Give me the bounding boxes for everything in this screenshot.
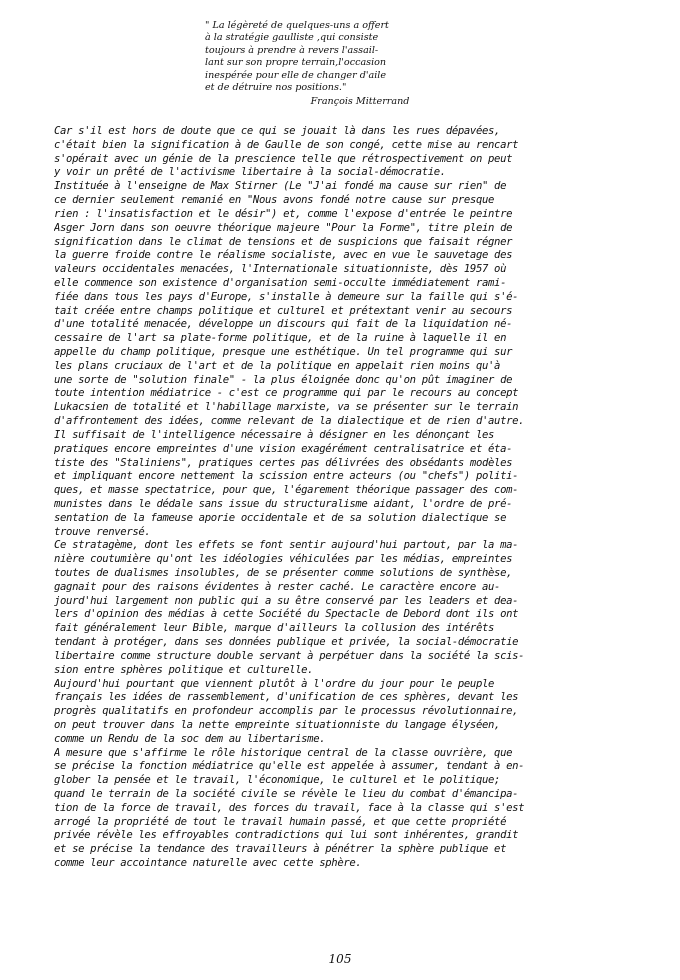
text-line: glober la pensée et le travail, l'économique, le culturel et le politique; [54, 774, 501, 787]
text-line: Asger Jorn dans son oeuvre théorique majeure "Pour la Forme", titre plein de [54, 221, 513, 234]
text-line: jourd'hui largement non public qui a su être conservé par les leaders et dea- [54, 594, 519, 607]
text-line: Il suffisait de l'intelligence nécessaire à désigner en les dénonçant les [54, 428, 495, 441]
text-line: munistes dans le dédale sans issue du structuralisme aidant, l'ordre de pré- [54, 497, 513, 510]
text-line: toute intention médiatrice - c'est ce programme qui par le recours au concept [54, 387, 519, 400]
text-line: s'opérait avec un génie de la prescience telle que rétrospectivement on peut [54, 152, 513, 165]
text-line: A mesure que s'affirme le rôle historique central de la classe ouvrière, que [54, 746, 513, 759]
epigraph-line: " La légèreté de quelques-uns a offert [205, 20, 389, 31]
text-line: appelle du champ politique, presque une esthétique. Un tel programme qui sur [54, 346, 513, 358]
epigraph-quote [205, 20, 475, 109]
text-line: tion de la force de travail, des forces du travail, face à la classe qui s'est [54, 801, 525, 814]
body-text [54, 125, 644, 871]
epigraph-line: lant sur son propre terrain,l'occasion [205, 57, 387, 69]
text-line: Ce stratagème, dont les effets se font sentir aujourd'hui partout, par la ma- [54, 539, 519, 552]
text-line: trouve renversé. [54, 525, 151, 538]
text-line: Instituée à l'enseigne de Max Stirner (Le "J'ai fondé ma cause sur rien" de [54, 180, 507, 193]
text-line: rien : l'insatisfaction et le désir") et, comme l'expose d'entrée le peintre [54, 207, 513, 220]
text-line: y voir un prêté de l'activisme libertaire à la social-démocratie. [54, 166, 446, 179]
text-line: quand le terrain de la société civile se révèle le lieu du combat d'émancipa- [54, 788, 519, 800]
text-line: français les idées de rassemblement, d'unification de ces sphères, devant les [54, 691, 519, 704]
text-line: lers d'opinion des médias à cette Société du Spectacle de Debord dont ils ont [54, 608, 519, 621]
epigraph-line: toujours à prendre à revers l'assail- [205, 44, 379, 56]
text-line: la guerre froide contre le réalisme socialiste, avec en vue le sauvetage des [54, 249, 513, 262]
text-line: gagnait pour des raisons évidentes à rester caché. Le caractère encore au- [54, 580, 501, 593]
text-line: fait généralement leur Bible, marque d'ailleurs la collusion des intérêts [54, 622, 495, 635]
text-line: ce dernier seulement remanié en "Nous avons fondé notre cause sur presque [54, 194, 495, 207]
text-line: libertaire comme structure double servant à perpétuer dans la société la scis- [54, 649, 525, 662]
text-line: tendant à protéger, dans ses données publique et privée, la social-démocratie [54, 636, 519, 649]
text-line: comme leur accointance naturelle avec cette sphère. [54, 857, 362, 870]
text-line: nière coutumière qu'ont les idéologies véhiculées par les médias, empreintes [54, 553, 513, 566]
text-line: sion entre sphères politique et culturelle. [54, 663, 314, 676]
text-line: tiste des "Staliniens", pratiques certes pas délivrées des obsédants modèles [54, 456, 513, 469]
epigraph-author: François Mitterrand [310, 96, 410, 108]
text-line: tait créée entre champs politique et culturel et prétextant venir au secours [54, 304, 513, 317]
epigraph-line: inespérée pour elle de changer d'aile [205, 69, 387, 81]
text-line: comme un Rendu de la soc dem au libertarisme. [54, 732, 326, 745]
text-line: toutes de dualismes insolubles, de se présenter comme solutions de synthèse, [54, 567, 513, 579]
text-line: et se précise la tendance des travailleurs à pénétrer la sphère publique et [54, 843, 507, 856]
text-line: d'une totalité menacée, développe un discours qui fait de la liquidation né- [54, 318, 513, 331]
text-line: privée révèle les effroyables contradictions qui lui sont inhérentes, grandit [54, 829, 519, 842]
text-line: valeurs occidentales menacées, l'Internationale situationniste, dès 1957 où [54, 263, 507, 276]
text-line: on peut trouver dans la nette empreinte situationniste du langage élyséen, [54, 718, 501, 731]
text-line: Car s'il est hors de doute que ce qui se jouait là dans les rues dépavées, [54, 125, 501, 137]
page-number: 105 [328, 952, 352, 966]
text-line: une sorte de "solution finale" - la plus éloignée donc qu'on pût imaginer de [54, 373, 513, 386]
text-line: d'affrontement des idées, comme relevant de la dialectique et de rien d'autre. [54, 415, 525, 428]
text-line: cessaire de l'art sa plate-forme politique, et de la ruine à laquelle il en [54, 332, 507, 345]
text-line: pratiques encore empreintes d'une vision exagérément centralisatrice et éta- [54, 442, 513, 455]
text-line: et impliquant encore nettement la scission entre acteurs (ou "chefs") politi- [54, 470, 519, 483]
text-line: Lukacsien de totalité et l'habillage marxiste, va se présenter sur le terrain [54, 401, 519, 414]
text-line: fiée dans tous les pays d'Europe, s'installe à demeure sur la faille qui s'é- [54, 290, 519, 303]
text-line: c'était bien la signification à de Gaulle de son congé, cette mise au rencart [54, 138, 519, 151]
text-line: les plans cruciaux de l'art et de la politique en appelait rien moins qu'à [54, 359, 501, 372]
text-line: se précise la fonction médiatrice qu'elle est appelée à assumer, tendant à en- [54, 760, 525, 773]
epigraph-line: à la stratégie gaulliste ,qui consiste [205, 32, 379, 44]
text-line: signification dans le climat de tensions et de suspicions que faisait régner [54, 235, 513, 248]
text-line: ques, et masse spectatrice, pour que, l'égarement théorique passager des com- [54, 484, 519, 497]
text-line: arrogé la propriété de tout le travail humain passé, et que cette propriété [54, 815, 507, 828]
text-line: progrès qualitatifs en profondeur accomplis par le processus révolutionnaire, [54, 705, 519, 718]
text-line: sentation de la fameuse aporie occidentale et de sa solution dialectique se [54, 511, 507, 524]
text-line: elle commence son existence d'organisation semi-occulte immédiatement rami- [54, 276, 507, 289]
text-line: Aujourd'hui pourtant que viennent plutôt à l'ordre du jour pour le peuple [54, 677, 495, 690]
epigraph-line: et de détruire nos positions." [205, 82, 347, 94]
